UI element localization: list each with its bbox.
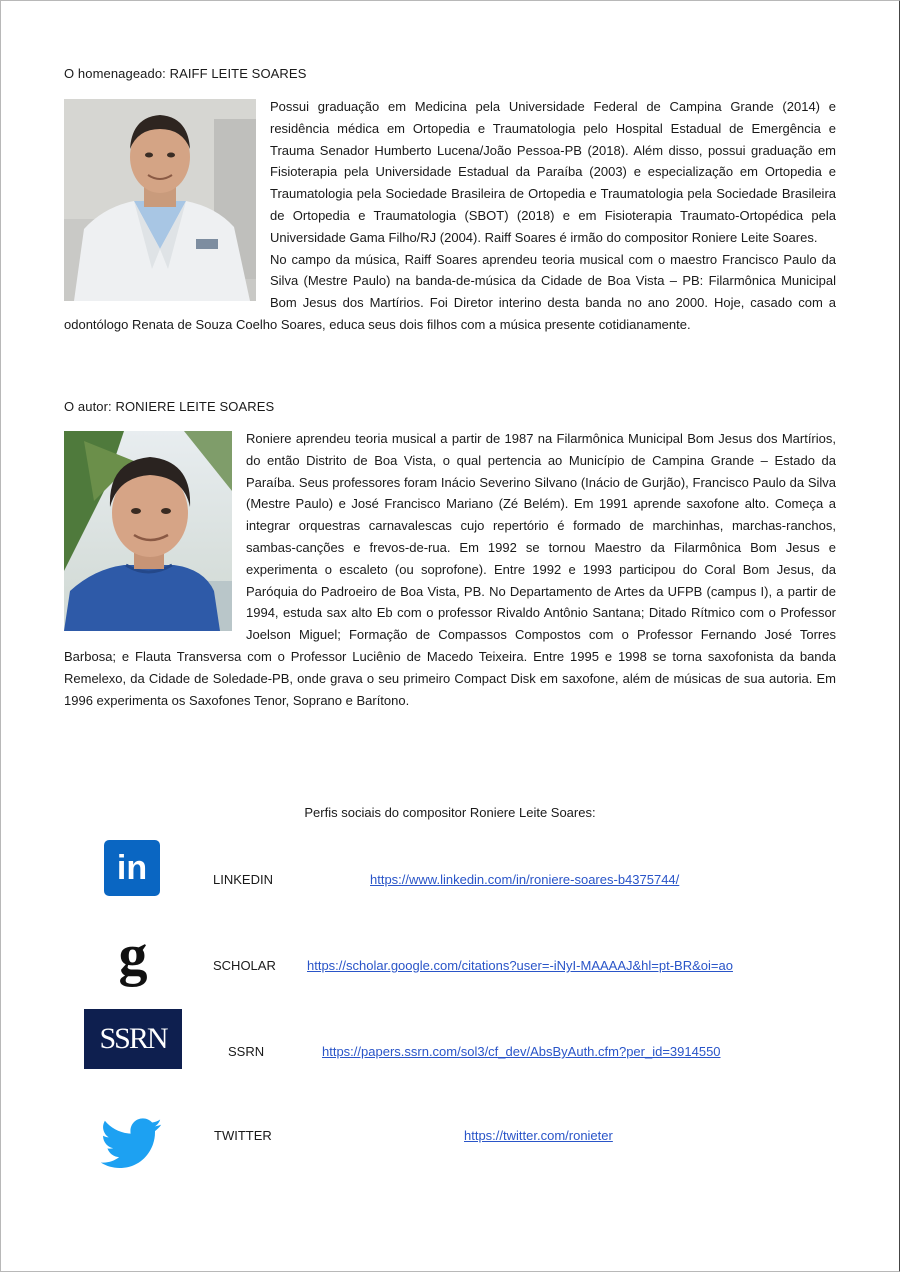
ssrn-label: SSRN <box>228 1044 265 1059</box>
honoree-bio <box>64 96 836 336</box>
social-row-twitter <box>0 1114 900 1184</box>
google-scholar-icon[interactable]: g <box>118 922 148 987</box>
scholar-label: SCHOLAR <box>213 958 276 973</box>
social-row-linkedin <box>0 838 900 908</box>
ssrn-link[interactable]: https://papers.ssrn.com/sol3/cf_dev/AbsByAuth.cfm?per_id=3914550 <box>322 1044 721 1059</box>
twitter-label: TWITTER <box>214 1128 272 1143</box>
twitter-bird-icon[interactable] <box>100 1116 164 1172</box>
linkedin-icon[interactable]: in <box>104 840 160 896</box>
ssrn-icon[interactable]: SSRN <box>84 1009 182 1069</box>
linkedin-label: LINKEDIN <box>213 872 273 887</box>
author-bio <box>64 428 836 711</box>
honoree-heading: O homenageado: RAIFF LEITE SOARES <box>64 66 307 81</box>
linkedin-link[interactable]: https://www.linkedin.com/in/roniere-soares-b4375744/ <box>370 872 680 887</box>
social-row-scholar <box>0 924 900 994</box>
honoree-photo <box>64 99 256 301</box>
honoree-paragraph-2: No campo da música, Raiff Soares aprendeu teoria musical com o maestro Francisco Paulo da Silva (Mestre Paulo) na banda-de-música da Cidade de Boa Vista – PB: Filarmônica Municipal Bom Jesus dos Martírios. Foi Diretor interino desta banda no ano 2000. Hoje, casado com a odontólogo Renata de Souza Coelho Soares, educa seus dois filhos com a música presente cotidianamente. <box>64 251 836 332</box>
social-row-ssrn <box>0 1008 900 1078</box>
twitter-link[interactable]: https://twitter.com/ronieter <box>464 1128 613 1143</box>
social-heading: Perfis sociais do compositor Roniere Leite Soares: <box>304 805 596 820</box>
author-heading: O autor: RONIERE LEITE SOARES <box>64 399 275 414</box>
scholar-link[interactable]: https://scholar.google.com/citations?user=-iNyI-MAAAAJ&hl=pt-BR&oi=ao <box>307 958 733 973</box>
author-paragraph: Roniere aprendeu teoria musical a partir de 1987 na Filarmônica Municipal Bom Jesus dos Martírios, do então Distrito de Boa Vista, o qual pertencia ao Município de Campina Grande – Estado da Paraíba. Seus professores foram Inácio Severino Silvano (Inácio de Gurjão), Francisco Paulo da Silva (Mestre Paulo) e José Francisco Mariano (Zé Belém). Em 1991 aprende saxofone alto. Começa a integrar orquestras carnavalescas cujo repertório é formado de marchinhas, marchas-ranchos, sambas-canções e frevos-de-rua. Em 1992 se tornou Maestro da Filarmônica Bom Jesus e experimenta o escaleto (ou soprofone). Entre 1992 e 1993 participou do Coral Bom Jesus, da Paróquia do Padroeiro de Boa Vista, PB. No Departamento de Artes da UFPB (campus I), a partir de 1994, estuda sax alto Eb com o professor Rivaldo Antônio Santana; Ditado Rítmico com o Professor Joelson Miguel; Formação de Compassos Compostos com o Professor Fernando José Torres Barbosa; e Flauta Transversa com o Professor Luciênio de Macedo Teixeira. Entre 1995 e 1998 se torna saxofonista da banda Remelexo, da Cidade de Soledade-PB, onde grava o seu primeiro Compact Disk em saxofone, além de músicas de sua autoria. Em 1996 experimenta os Saxofones Tenor, Soprano e Barítono. <box>64 431 836 708</box>
honoree-paragraph-1: Possui graduação em Medicina pela Universidade Federal de Campina Grande (2014) e residência médica em Ortopedia e Traumatologia pelo Hospital Estadual de Emergência e Trauma Senador Humberto Lucena/João Pessoa-PB (2018). Além disso, possui graduação em Fisioterapia pela Universidade Estadual da Paraíba (2003) e especialização em Ortopedia e Traumatologia pela Sociedade Brasileira de Ortopedia e Traumatologia pela Sociedade Brasileira de Ortopedia e Traumatologia (SBOT) (2018) e em Fisioterapia Traumato-Ortopédica pela Universidade Gama Filho/RJ (2004). Raiff Soares é irmão do compositor Roniere Leite Soares. <box>270 99 836 245</box>
author-photo <box>64 431 232 631</box>
